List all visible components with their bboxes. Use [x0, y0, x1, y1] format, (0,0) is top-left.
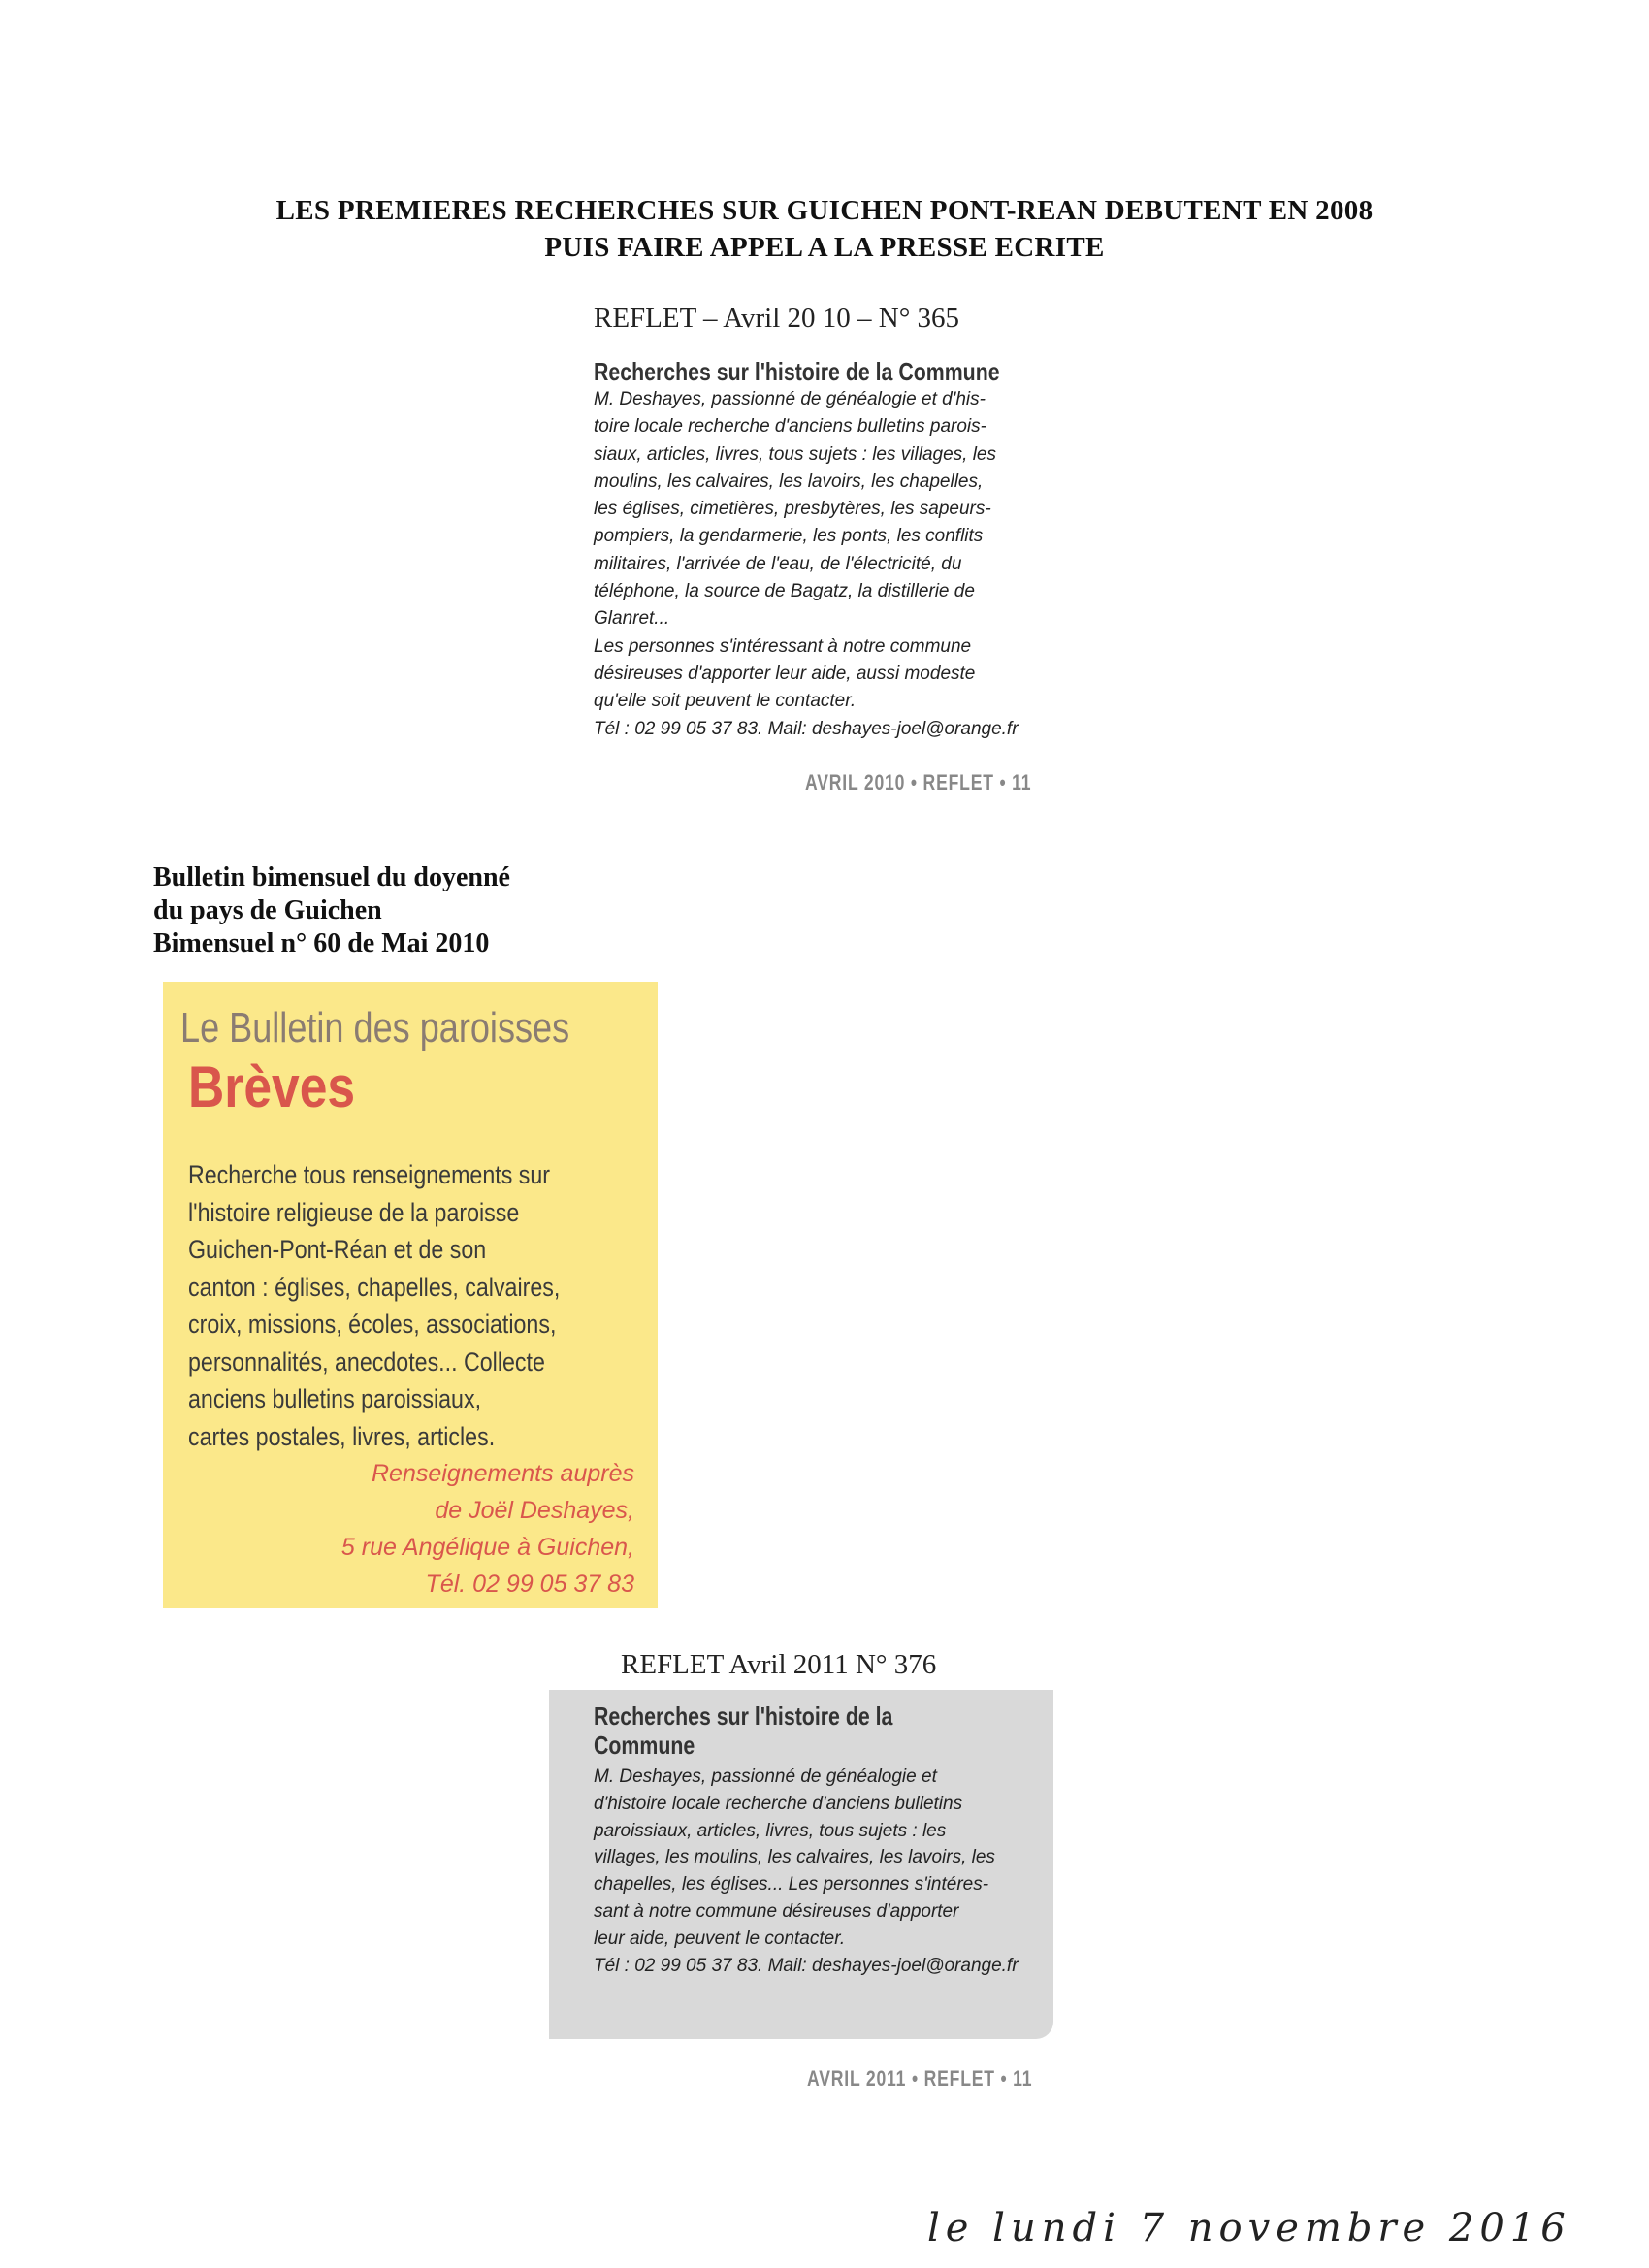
clip2-title-line: Commune — [594, 1731, 695, 1760]
bulletin-contact-line: Renseignements auprès — [372, 1460, 634, 1487]
bulletin-contact-line: Tél. 02 99 05 37 83 — [425, 1571, 634, 1598]
bulletin-caption-line: Bimensuel n° 60 de Mai 2010 — [153, 928, 490, 958]
clip1-line: désireuses d'apporter leur aide, aussi modeste — [594, 663, 976, 684]
clip2-title-line: Recherches sur l'histoire de la — [594, 1701, 893, 1731]
clip1-line: pompiers, la gendarmerie, les ponts, les conflits — [594, 526, 984, 547]
clip1-line: Glanret... — [594, 608, 670, 630]
clip1-line: téléphone, la source de Bagatz, la distillerie de — [594, 581, 975, 602]
clip2-line: sant à notre commune désireuses d'apporter — [594, 1900, 959, 1922]
clip2-caption: REFLET Avril 2011 N° 376 — [621, 1649, 937, 1680]
bulletin-contact-line: 5 rue Angélique à Guichen, — [340, 1534, 634, 1561]
bulletin-line: Recherche tous renseignements sur — [188, 1160, 551, 1189]
clip1-body — [594, 386, 1018, 743]
clip1-article — [586, 351, 1057, 815]
bulletin-line: croix, missions, écoles, associations, — [188, 1310, 557, 1339]
clip2-line: paroissiaux, articles, livres, tous sujets : les — [594, 1820, 947, 1841]
clip2-line: leur aide, peuvent le contacter. — [594, 1928, 846, 1949]
bulletin-line: Guichen-Pont-Réan et de son — [188, 1235, 487, 1264]
bulletin-line: personnalités, anecdotes... Collecte — [188, 1346, 545, 1377]
clip2-footer: AVRIL 2011 • REFLET • 11 — [807, 2066, 1033, 2090]
bulletin-clipping — [163, 982, 658, 1608]
bulletin-line: anciens bulletins paroissiaux, — [188, 1384, 482, 1413]
clip2-body — [594, 1764, 1018, 1979]
clip2-article — [549, 1690, 1053, 2039]
clip1-line: moulins, les calvaires, les lavoirs, les chapelles, — [594, 470, 984, 492]
bulletin-line: l'histoire religieuse de la paroisse — [188, 1197, 520, 1227]
clip2-title — [594, 1701, 958, 1760]
bulletin-contact — [188, 1455, 634, 1603]
clip2-line: villages, les moulins, les calvaires, les lavoirs, les — [594, 1847, 995, 1868]
clip1-line: Les personnes s'intéressant à notre commune — [594, 635, 972, 657]
clip2-line: Tél : 02 99 05 37 83. Mail: deshayes-joel@orange.fr — [594, 1955, 1018, 1976]
clip2-line: M. Deshayes, passionné de généalogie et — [594, 1766, 937, 1787]
bulletin-line: canton : églises, chapelles, calvaires, — [188, 1272, 561, 1302]
clip1-footer: AVRIL 2010 • REFLET • 11 — [805, 770, 1032, 794]
bulletin-contact-line: de Joël Deshayes, — [435, 1497, 634, 1524]
clip2-line: chapelles, les églises... Les personnes s'intéres- — [594, 1874, 989, 1895]
bulletin-caption-line: Bulletin bimensuel du doyenné — [153, 862, 510, 892]
page-heading-line-1: LES PREMIERES RECHERCHES SUR GUICHEN PONT-REAN DEBUTENT EN 2008 — [275, 195, 1374, 226]
bulletin-header: Le Bulletin des paroisses — [180, 1004, 570, 1052]
bulletin-caption-line: du pays de Guichen — [153, 895, 382, 925]
handwritten-date: le lundi 7 novembre 2016 — [927, 2206, 1571, 2251]
clip1-line: militaires, l'arrivée de l'eau, de l'électricité, du — [594, 553, 962, 574]
page-heading-line-2: PUIS FAIRE APPEL A LA PRESSE ECRITE — [544, 232, 1105, 263]
bulletin-line: cartes postales, livres, articles. — [188, 1421, 496, 1451]
bulletin-caption — [153, 861, 510, 960]
clip1-caption: REFLET – Avril 20 10 – N° 365 — [594, 303, 960, 334]
clip1-line: M. Deshayes, passionné de généalogie et d'his- — [594, 389, 986, 409]
clip1-title: Recherches sur l'histoire de la Commune — [594, 357, 1000, 386]
clip1-line: siaux, articles, livres, tous sujets : les villages, les — [594, 443, 996, 465]
clip1-line: les églises, cimetières, presbytères, les sapeurs- — [594, 499, 991, 520]
clip1-line: qu'elle soit peuvent le contacter. — [594, 691, 857, 712]
clip2-line: d'histoire locale recherche d'anciens bulletins — [594, 1793, 963, 1814]
bulletin-body — [188, 1156, 621, 1455]
clip1-line: Tél : 02 99 05 37 83. Mail: deshayes-joel@orange.fr — [594, 718, 1018, 739]
clip1-line: toire locale recherche d'anciens bulletins parois- — [594, 416, 986, 437]
bulletin-title: Brèves — [188, 1054, 356, 1119]
